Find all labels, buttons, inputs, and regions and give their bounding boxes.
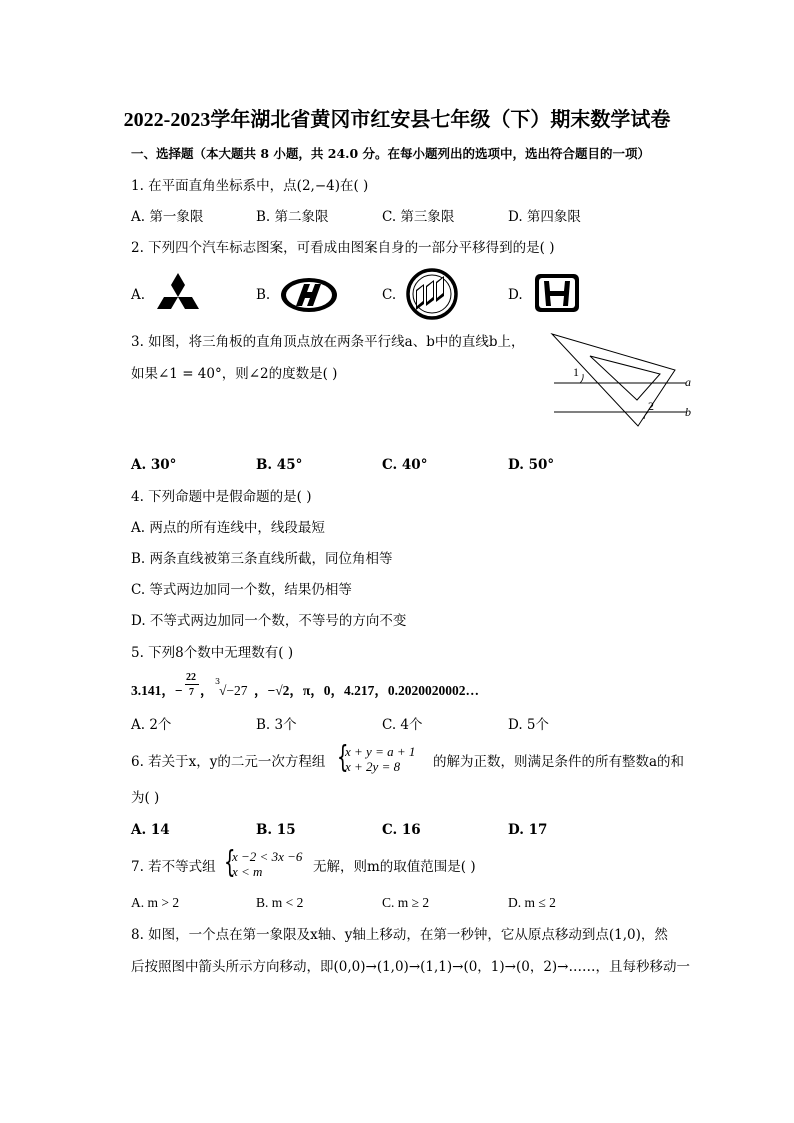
page-title: 2022-2023学年湖北省黄冈市红安县七年级（下）期末数学试卷 [123, 109, 671, 131]
angle-1-label: 1 [573, 365, 579, 379]
q5-numbers-part2: ，−√2，π，0，4.217，0.2020020002… [254, 683, 479, 698]
q5-fraction-numerator: 22 [186, 672, 196, 683]
q2-option-c: C. [382, 287, 397, 303]
q2-option-a: A. [131, 287, 146, 303]
q1-option-d: D. 第四象限 [508, 209, 581, 225]
honda-logo [533, 272, 581, 314]
q7-inequality-1: x −2 < 3x −6 [232, 849, 303, 864]
q5-root-index: 3 [215, 677, 221, 686]
line-a-label: a [685, 375, 691, 389]
question-4-stem: 4. 下列命题中是假命题的是( ) [131, 489, 312, 505]
q1-option-b: B. 第二象限 [256, 209, 329, 225]
q5-option-d: D. 5个 [508, 717, 550, 733]
q6-equation-2: x + 2y = 8 [345, 759, 401, 774]
q5-numbers-part1: 3.141，− [131, 683, 183, 698]
q3-option-d: D. 50° [508, 457, 555, 473]
question-5-stem: 5. 下列8个数中无理数有( ) [131, 645, 294, 661]
question-7-stem-part2: 无解，则m的取值范围是( ) [313, 859, 476, 875]
hyundai-logo [279, 275, 339, 315]
q7-system-brace: { [224, 845, 236, 880]
q5-fraction-denominator: 7 [189, 687, 194, 698]
q6-equation-1: x + y = a + 1 [345, 744, 416, 759]
q6-option-c: C. 16 [382, 822, 421, 838]
q7-option-d: D. m ≤ 2 [508, 895, 556, 910]
q2-option-d: D. [508, 287, 523, 303]
question-8-stem-line1: 8. 如图，一个点在第一象限及x轴、y轴上移动，在第一秒钟，它从原点移动到点(1,0)，然 [131, 927, 668, 943]
q7-option-b: B. m < 2 [256, 895, 304, 910]
angle-2-label: 2 [648, 399, 654, 413]
q3-option-b: B. 45° [256, 457, 303, 473]
parallel-lines-triangle-figure [540, 328, 700, 428]
buick-logo [406, 268, 458, 320]
q1-option-a: A. 第一象限 [131, 209, 204, 225]
q3-option-a: A. 30° [131, 457, 177, 473]
question-8-stem-line2: 后按照图中箭头所示方向移动，即(0,0)→(1,0)→(1,1)→(0，1)→(0，2)→……，且每秒移动一 [131, 959, 690, 975]
q4-option-d: D. 不等式两边加同一个数，不等号的方向不变 [131, 613, 407, 629]
q6-option-d: D. 17 [508, 822, 548, 838]
q4-option-b: B. 两条直线被第三条直线所截，同位角相等 [131, 551, 393, 567]
section-heading: 一、选择题（本大题共 8 小题，共 24.0 分。在每小题列出的选项中，选出符合题目的一项） [131, 146, 651, 161]
q5-option-b: B. 3个 [256, 717, 297, 733]
question-6-stem-part1: 6. 若关于x，y的二元一次方程组 [131, 754, 326, 770]
question-1-stem: 1. 在平面直角坐标系中，点(2,−4)在( ) [131, 178, 369, 194]
q3-option-c: C. 40° [382, 457, 428, 473]
q7-option-c: C. m ≥ 2 [382, 895, 430, 910]
line-b-label: b [685, 405, 691, 419]
q7-option-a: A. m > 2 [131, 895, 180, 910]
q5-numbers-sep: ， [200, 683, 214, 698]
q7-inequality-2: x < m [232, 864, 263, 879]
q5-option-c: C. 4个 [382, 717, 423, 733]
q6-system-brace: { [337, 740, 349, 775]
question-2-stem: 2. 下列四个汽车标志图案，可看成由图案自身的一部分平移得到的是( ) [131, 240, 555, 256]
question-3-stem-line2: 如果∠1 = 40°，则∠2的度数是( ) [131, 366, 338, 382]
question-6-stem-part2: 的解为正数，则满足条件的所有整数a的和 [433, 754, 685, 770]
question-3-stem-line1: 3. 如图，将三角板的直角顶点放在两条平行线a、b中的直线b上， [131, 334, 525, 350]
q1-option-c: C. 第三象限 [382, 209, 455, 225]
q4-option-c: C. 等式两边加同一个数，结果仍相等 [131, 582, 352, 598]
q4-option-a: A. 两点的所有连线中，线段最短 [131, 520, 325, 536]
q5-option-a: A. 2个 [131, 717, 172, 733]
q5-fraction-bar [185, 684, 199, 685]
q6-option-b: B. 15 [256, 822, 296, 838]
question-7-stem-part1: 7. 若不等式组 [131, 859, 216, 875]
q6-option-a: A. 14 [131, 822, 170, 838]
question-6-stem-part3: 为( ) [131, 790, 160, 806]
q2-option-b: B. [256, 287, 271, 303]
q5-cube-root: √−27 [219, 683, 248, 698]
mitsubishi-logo [152, 271, 204, 319]
